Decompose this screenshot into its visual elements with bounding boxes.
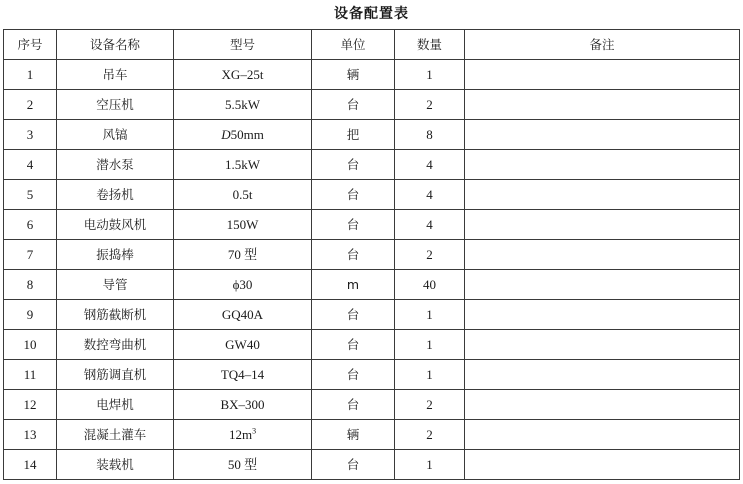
cell-name: 混凝土灌车	[57, 420, 174, 450]
table-row	[4, 150, 740, 180]
header-type: 型号	[174, 30, 312, 60]
cell-type	[174, 390, 312, 420]
cell-note	[465, 420, 740, 450]
cell-type	[174, 420, 312, 450]
cell-note	[465, 240, 740, 270]
cell-name: 电焊机	[57, 390, 174, 420]
cell-unit: 辆	[312, 60, 395, 90]
cell-no: 14	[4, 450, 57, 480]
type-value: ϕ30	[232, 276, 253, 292]
cell-type	[174, 150, 312, 180]
table-row	[4, 360, 740, 390]
cell-type	[174, 60, 312, 90]
type-value: 0.5t	[232, 186, 253, 202]
cell-no: 8	[4, 270, 57, 300]
table-row	[4, 330, 740, 360]
table-row	[4, 120, 740, 150]
cell-note	[465, 60, 740, 90]
cell-no: 13	[4, 420, 57, 450]
table-body	[4, 60, 740, 480]
cell-note	[465, 450, 740, 480]
cell-qty: 2	[395, 420, 465, 450]
cell-qty: 40	[395, 270, 465, 300]
cell-unit: 台	[312, 390, 395, 420]
cell-type	[174, 120, 312, 150]
cell-qty: 2	[395, 240, 465, 270]
cell-unit: 把	[312, 120, 395, 150]
cell-note	[465, 360, 740, 390]
type-value: 50 型	[227, 456, 258, 472]
cell-qty: 1	[395, 450, 465, 480]
table-row	[4, 270, 740, 300]
cell-unit: 台	[312, 240, 395, 270]
cell-no: 3	[4, 120, 57, 150]
cell-unit: 台	[312, 90, 395, 120]
table-row	[4, 90, 740, 120]
cell-no: 7	[4, 240, 57, 270]
cell-note	[465, 390, 740, 420]
cell-note	[465, 120, 740, 150]
cell-unit: m	[312, 270, 395, 300]
cell-unit: 台	[312, 210, 395, 240]
equipment-table	[3, 29, 740, 480]
table-row	[4, 60, 740, 90]
cell-name: 电动鼓风机	[57, 210, 174, 240]
cell-qty: 2	[395, 90, 465, 120]
cell-type	[174, 450, 312, 480]
cell-qty: 1	[395, 360, 465, 390]
cell-no: 5	[4, 180, 57, 210]
type-superscript: 3	[252, 426, 257, 436]
type-value: GW40	[225, 336, 260, 352]
cell-name: 钢筋调直机	[57, 360, 174, 390]
cell-no: 1	[4, 60, 57, 90]
header-note: 备注	[465, 30, 740, 60]
cell-qty: 4	[395, 210, 465, 240]
cell-name: 卷扬机	[57, 180, 174, 210]
cell-no: 2	[4, 90, 57, 120]
table-row	[4, 300, 740, 330]
cell-note	[465, 330, 740, 360]
cell-no: 11	[4, 360, 57, 390]
header-unit: 单位	[312, 30, 395, 60]
cell-unit: 辆	[312, 420, 395, 450]
type-value: 70 型	[227, 246, 258, 262]
cell-name: 钢筋截断机	[57, 300, 174, 330]
header-qty: 数量	[395, 30, 465, 60]
cell-unit: 台	[312, 330, 395, 360]
cell-type	[174, 180, 312, 210]
cell-qty: 4	[395, 180, 465, 210]
cell-qty: 4	[395, 150, 465, 180]
cell-unit: 台	[312, 360, 395, 390]
type-value: TQ4–14	[220, 366, 265, 382]
type-value: 50mm	[230, 126, 264, 142]
cell-no: 9	[4, 300, 57, 330]
cell-note	[465, 270, 740, 300]
type-value: 1.5kW	[224, 156, 261, 172]
table-row	[4, 390, 740, 420]
table-row	[4, 450, 740, 480]
cell-note	[465, 300, 740, 330]
cell-no: 10	[4, 330, 57, 360]
cell-name: 数控弯曲机	[57, 330, 174, 360]
type-value: GQ40A	[221, 306, 264, 322]
cell-type	[174, 240, 312, 270]
type-value: BX–300	[220, 396, 265, 412]
cell-name: 风镐	[57, 120, 174, 150]
table-row	[4, 420, 740, 450]
cell-note	[465, 210, 740, 240]
cell-qty: 1	[395, 330, 465, 360]
header-no: 序号	[4, 30, 57, 60]
cell-no: 12	[4, 390, 57, 420]
cell-name: 装载机	[57, 450, 174, 480]
cell-unit: 台	[312, 300, 395, 330]
cell-type	[174, 90, 312, 120]
cell-name: 吊车	[57, 60, 174, 90]
cell-type	[174, 330, 312, 360]
cell-qty: 2	[395, 390, 465, 420]
type-prefix: D	[221, 126, 231, 142]
cell-qty: 1	[395, 60, 465, 90]
type-value: 12m	[228, 426, 253, 442]
cell-type	[174, 210, 312, 240]
cell-unit: 台	[312, 150, 395, 180]
type-value: 5.5kW	[224, 96, 261, 112]
cell-type	[174, 270, 312, 300]
cell-type	[174, 360, 312, 390]
cell-no: 6	[4, 210, 57, 240]
table-row	[4, 210, 740, 240]
cell-note	[465, 90, 740, 120]
cell-qty: 1	[395, 300, 465, 330]
type-value: XG–25t	[221, 66, 264, 82]
table-header-row	[4, 30, 740, 60]
cell-no: 4	[4, 150, 57, 180]
cell-qty: 8	[395, 120, 465, 150]
type-value: 150W	[226, 216, 259, 232]
cell-name: 空压机	[57, 90, 174, 120]
cell-name: 导管	[57, 270, 174, 300]
header-name: 设备名称	[57, 30, 174, 60]
cell-note	[465, 150, 740, 180]
cell-unit: 台	[312, 450, 395, 480]
cell-type	[174, 300, 312, 330]
table-row	[4, 240, 740, 270]
cell-name: 潜水泵	[57, 150, 174, 180]
table-row	[4, 180, 740, 210]
cell-unit: 台	[312, 180, 395, 210]
cell-name: 振捣棒	[57, 240, 174, 270]
cell-note	[465, 180, 740, 210]
table-title: 设备配置表	[334, 6, 409, 22]
